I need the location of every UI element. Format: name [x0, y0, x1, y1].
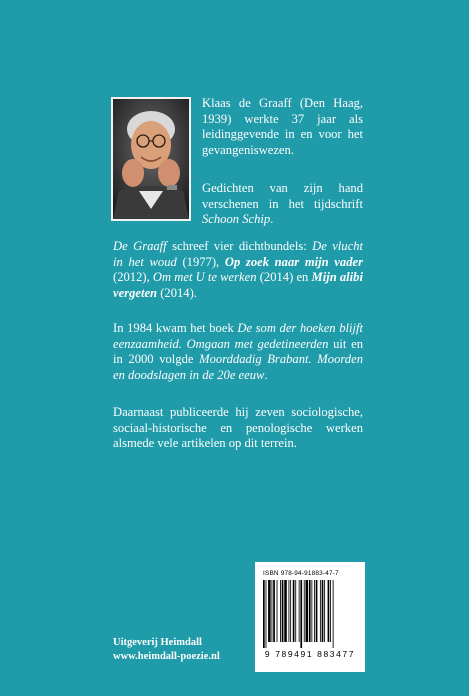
- bio-line: leidinggevende in en voor het: [202, 127, 363, 142]
- text: (2012),: [113, 270, 153, 285]
- bio-line: Gedichten van zijn hand: [202, 181, 363, 195]
- poetry-collections-paragraph: [113, 239, 363, 301]
- barcode-bar: [282, 580, 284, 642]
- author-photo: [111, 97, 191, 221]
- bio-line: 1939) werkte 37 jaar als: [202, 111, 363, 126]
- book-title: Moorddadig Brabant. Moorden: [199, 352, 363, 367]
- barcode-bar: [300, 580, 302, 648]
- barcode-bar: [277, 580, 278, 642]
- barcode-bar: [330, 580, 331, 642]
- barcode-bar: [266, 580, 267, 648]
- isbn-barcode: [255, 562, 365, 672]
- paragraph-line: sociaal-historische en penologische werken: [113, 420, 363, 435]
- paragraph-line: [113, 270, 363, 286]
- barcode-bar: [322, 580, 324, 642]
- barcode-bar: [284, 580, 287, 642]
- book-title: eenzaamheid. Omgaan met gedetineerden: [113, 336, 329, 351]
- book-title: in het woud: [113, 254, 177, 269]
- barcode-bar: [290, 580, 291, 642]
- author-poems-note: [202, 181, 363, 228]
- barcode-bar: [268, 580, 271, 642]
- barcode-bar: [328, 580, 330, 642]
- publisher-info: [113, 636, 220, 664]
- barcode-bar: [263, 580, 265, 648]
- publisher-url[interactable]: www.heimdall-poezie.nl: [113, 651, 220, 662]
- barcode-bar: [299, 580, 300, 642]
- book-title: De vlucht: [312, 239, 363, 253]
- barcode-bar: [280, 580, 281, 642]
- barcode-bar: [320, 580, 321, 642]
- text: uit en: [328, 336, 363, 351]
- barcode-bar: [289, 580, 290, 642]
- text: in 2000 volgde: [113, 352, 200, 367]
- barcode-bar: [304, 580, 305, 642]
- barcode-bar: [273, 580, 275, 642]
- text: schreef vier dichtbundels:: [166, 239, 313, 253]
- text: In 1984 kwam het boek: [113, 321, 238, 335]
- publisher-name: Uitgeverij Heimdall: [113, 637, 202, 648]
- punctuation: .: [270, 212, 274, 227]
- barcode-bar: [311, 580, 312, 642]
- paragraph-line: Daarnaast publiceerde hij zeven sociologische,: [113, 405, 363, 419]
- other-works-paragraph: [113, 405, 363, 452]
- bio-line: Klaas de Graaff (Den Haag,: [202, 96, 363, 110]
- isbn-digits: 9 789491 883477: [264, 649, 356, 659]
- bio-line: verschenen in het tijdschrift: [202, 196, 363, 211]
- text: (2014).: [157, 285, 197, 300]
- books-paragraph: [113, 321, 363, 383]
- barcode-bar: [324, 580, 325, 642]
- paragraph-line: [113, 321, 363, 337]
- text: (2014) en: [256, 270, 312, 285]
- barcode-bar: [314, 580, 315, 642]
- paragraph-line: alsmede vele artikelen op dit terrein.: [113, 436, 297, 451]
- paragraph-line: [113, 286, 363, 302]
- book-title: en doodslagen in de 20e eeuw: [113, 367, 265, 382]
- paragraph-line: [113, 239, 363, 255]
- isbn-label: ISBN 978-94-91883-47-7: [263, 570, 339, 577]
- paragraph-line: [113, 352, 363, 368]
- author-portrait-image: [113, 99, 189, 219]
- bio-line: [202, 212, 363, 228]
- author-name: De Graaff: [113, 239, 167, 253]
- barcode-bar: [316, 580, 318, 642]
- book-title: vergeten: [113, 285, 158, 300]
- barcode-bar: [272, 580, 273, 642]
- text: (1977),: [176, 254, 225, 269]
- book-title: Om met U te werken: [152, 270, 257, 285]
- barcode-bar: [333, 580, 334, 648]
- author-bio: [202, 96, 363, 158]
- paragraph-line: [113, 255, 363, 271]
- book-title: Op zoek naar mijn vader: [224, 254, 363, 269]
- barcode-bar: [306, 580, 309, 642]
- barcode-bar: [309, 580, 311, 642]
- magazine-title: Schoon Schip: [202, 212, 271, 227]
- paragraph-line: [113, 368, 363, 384]
- paragraph-line: [113, 337, 363, 353]
- text: .: [264, 367, 268, 382]
- barcode-icon: [261, 580, 359, 648]
- bio-line: gevangeniswezen.: [202, 142, 294, 157]
- barcode-bar: [295, 580, 296, 642]
- book-title: De som der hoeken blijft: [237, 321, 363, 335]
- book-title: Mijn alibi: [311, 270, 363, 285]
- barcode-bar: [293, 580, 295, 642]
